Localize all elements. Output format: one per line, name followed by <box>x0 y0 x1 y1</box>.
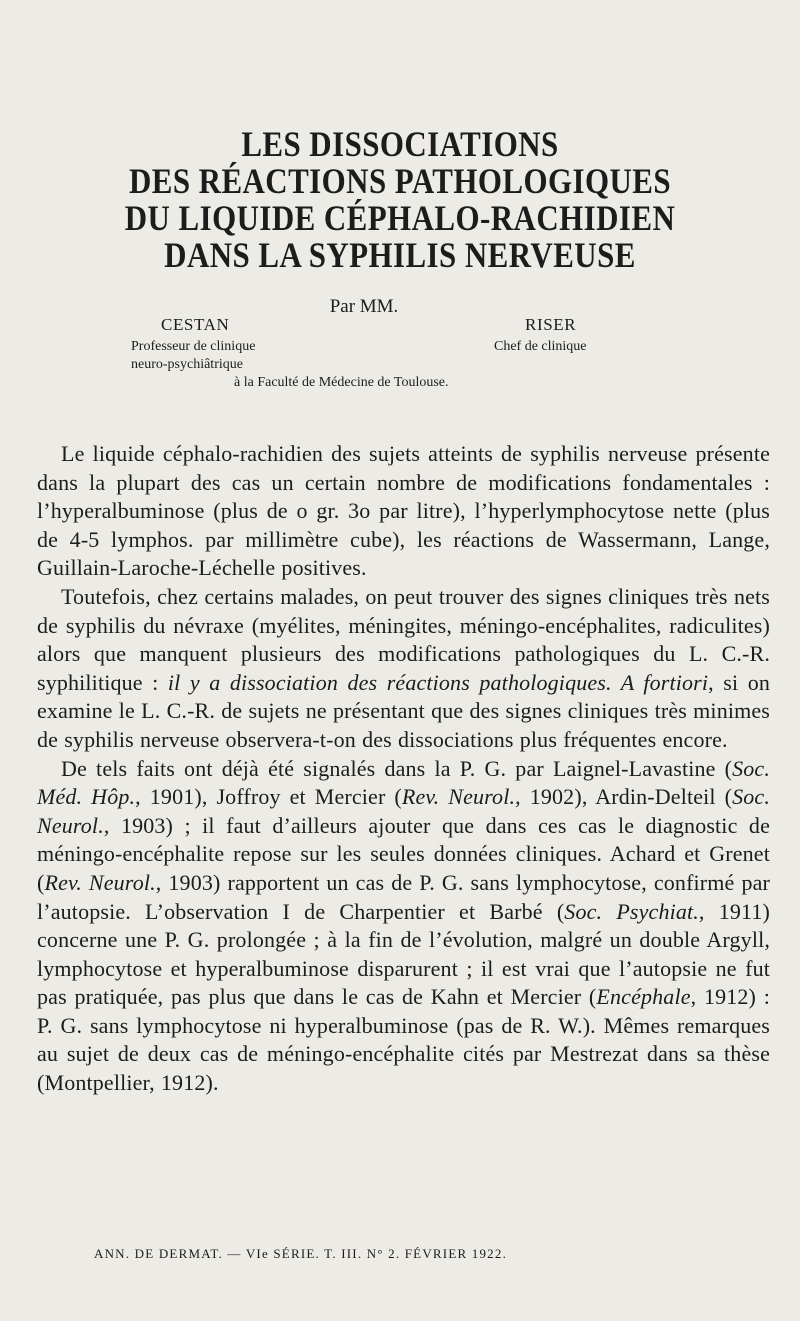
citation-journal: Rev. Neurol. <box>401 784 516 810</box>
paragraph-3-text: , 1901), Joffroy et Mercier ( <box>135 784 402 810</box>
paragraph-2-italic: il y a dissociation des réactions pathologiques. A fortiori <box>167 669 709 695</box>
paragraph-3 <box>37 755 770 1098</box>
citation-journal: Soc. Neurol. <box>37 784 770 838</box>
title-line-1: LES DISSOCIATIONS <box>241 124 559 164</box>
citation-journal: Encéphale <box>596 984 691 1010</box>
paragraph-3-text: De tels faits ont déjà été signalés dans la P. G. par Laignel-Lavastine ( <box>61 755 733 781</box>
paragraph-3-text: , 1902), Ardin-Delteil ( <box>515 784 733 810</box>
article-body <box>37 440 770 1098</box>
title-line-4: DANS LA SYPHILIS NERVEUSE <box>164 235 636 275</box>
paragraph-2 <box>37 583 770 755</box>
author-role-cestan-2: neuro-psychiâtrique <box>131 357 243 372</box>
paragraph-3-text: , 1903) rapportent un cas de P. G. sans lymphocytose, confirmé par l’autopsie. L’observation I de Charpentier et Barbé ( <box>37 869 770 924</box>
article-title <box>108 126 693 274</box>
author-name-riser: RISER <box>525 315 577 334</box>
author-affiliation: à la Faculté de Médecine de Toulouse. <box>234 375 449 390</box>
paragraph-3-text: , 1903) ; il faut d’ailleurs ajouter que dans ces cas le diagnostic de méningo-encéphalite repose sur les seules données cliniques. Achard et Grenet ( <box>37 812 770 895</box>
journal-footer: ANN. DE DERMAT. — VIe SÉRIE. T. III. N° 2. FÉVRIER 1922. <box>94 1246 508 1261</box>
author-name-cestan: CESTAN <box>161 315 230 334</box>
title-line-3: DU LIQUIDE CÉPHALO-RACHIDIEN <box>124 198 676 238</box>
author-role-riser: Chef de clinique <box>494 339 587 354</box>
paragraph-1: Le liquide céphalo-rachidien des sujets atteints de syphilis nerveuse présente dans la plupart des cas un certain nombre de modifications fondamentales : l’hyperalbuminose (plus de o gr. 3o par litre), l’hyperlymphocytose nette (plus de 4-5 lymphos. par millimètre cube), les réactions de Wassermann, Lange, Guillain-Laroche-Léchelle positives. <box>37 441 770 581</box>
title-line-2: DES RÉACTIONS PATHOLOGIQUES <box>128 161 672 201</box>
paragraph-2-part-2: , si on examine le L. C.-R. de sujets ne présentant que des signes cliniques très minimes de syphilis nerveuse observera-t-on des dissociations plus fréquentes encore. <box>37 669 770 752</box>
paragraph-3-text: , 1912) : P. G. sans lymphocytose ni hyperalbuminose (pas de R. W.). Mêmes remarques au sujet de deux cas de méningo-encéphalite cités par Mestrezat dans sa thèse (Montpellier, 1912). <box>37 984 770 1096</box>
citation-journal: Soc. Méd. Hôp. <box>37 755 770 810</box>
paragraph-2-part-1: Toutefois, chez certains malades, on peut trouver des signes cliniques très nets de syphilis du névraxe (myélites, méningites, méningo-encéphalites, radiculites) alors que manquent plusieurs des modifications pathologiques du L. C.-R. syphilitique : <box>37 583 770 695</box>
byline: Par MM. <box>329 296 399 317</box>
citation-journal: Soc. Psychiat. <box>564 898 699 924</box>
author-role-cestan-1: Professeur de clinique <box>131 339 256 354</box>
paragraph-3-text: , 1911) concerne une P. G. prolongée ; à la fin de l’évolution, malgré un double Argyll, lymphocytose et hyperalbuminose disparurent ; il est vrai que l’autopsie ne fut pas pratiquée, pas plus que dans le cas de Kahn et Mercier ( <box>37 898 770 1010</box>
citation-journal: Rev. Neurol. <box>44 869 156 895</box>
